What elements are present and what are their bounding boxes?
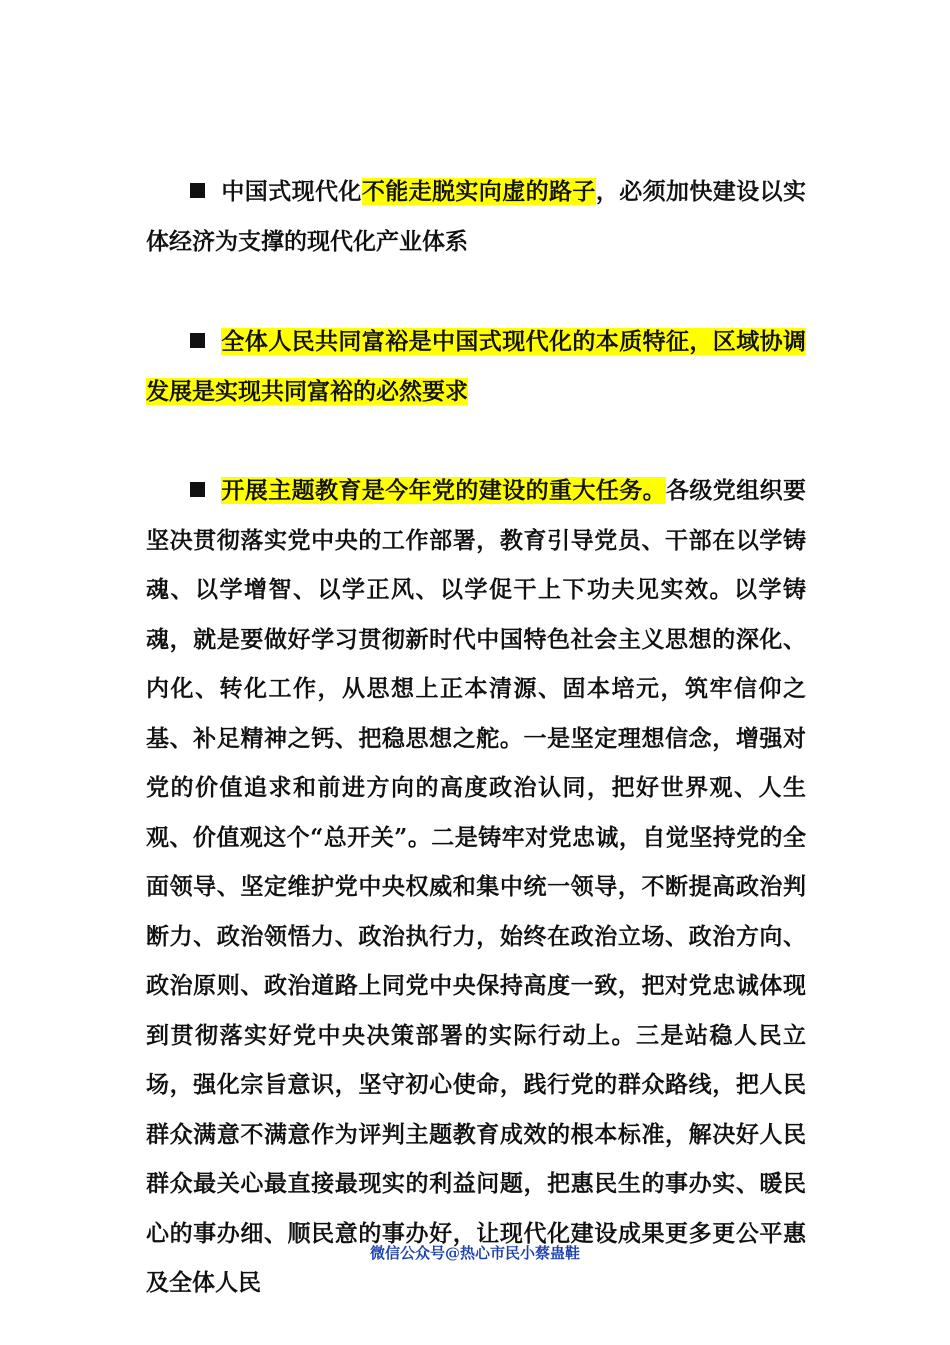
footer-watermark-text: 微信公众号@热心市民小蔡蛊鞋 (369, 1244, 580, 1262)
highlighted-text: 全体人民共同富裕是中国式现代化的本质特征，区域协调发展是实现共同富裕的必然要求 (146, 328, 806, 405)
paragraph-common-prosperity (146, 317, 806, 416)
paragraph-theme-education (146, 466, 806, 1308)
paragraph-text: 各级党组织要坚决贯彻落实党中央的工作部署，教育引导党员、干部在以学铸魂、以学增智、以学正风、以学促干上下功夫见实效。以学铸魂，就是要做好学习贯彻新时代中国特色社会主义思想的深化、内化、转化工作，从思想上正本清源、固本培元，筑牢信仰之基、补足精神之钙、把稳思想之舵。一是坚定理想信念，增强对党的价值追求和前进方向的高度政治认同，把好世界观、人生观、价值观这个“总开关”。二是铸牢对党忠诚，自觉坚持党的全面领导、坚定维护党中央权威和集中统一领导，不断提高政治判断力、政治领悟力、政治执行力，始终在政治立场、政治方向、政治原则、政治道路上同党中央保持高度一致，把对党忠诚体现到贯彻落实好党中央决策部署的实际行动上。三是站稳人民立场，强化宗旨意识，坚守初心使命，践行党的群众路线，把人民群众满意不满意作为评判主题教育成效的根本标准，解决好人民群众最关心最直接最现实的利益问题，把惠民生的事办实、暖民心的事办细、顺民意的事办好，让现代化建设成果更多更公平惠及全体人民 (146, 477, 807, 1296)
paragraph-text-before: 中国式现代化 (221, 178, 362, 205)
black-square-icon (190, 333, 205, 348)
paragraph-industry (146, 167, 806, 266)
black-square-icon (190, 482, 205, 497)
highlighted-text: 开展主题教育是今年党的建设的重大任务。 (221, 477, 666, 504)
highlighted-text: 不能走脱实向虚的路子 (361, 178, 596, 205)
black-square-icon (190, 183, 205, 198)
paragraph-text: ，必须加快建设以实体经济为支撑的现代化产业体系 (146, 178, 807, 255)
